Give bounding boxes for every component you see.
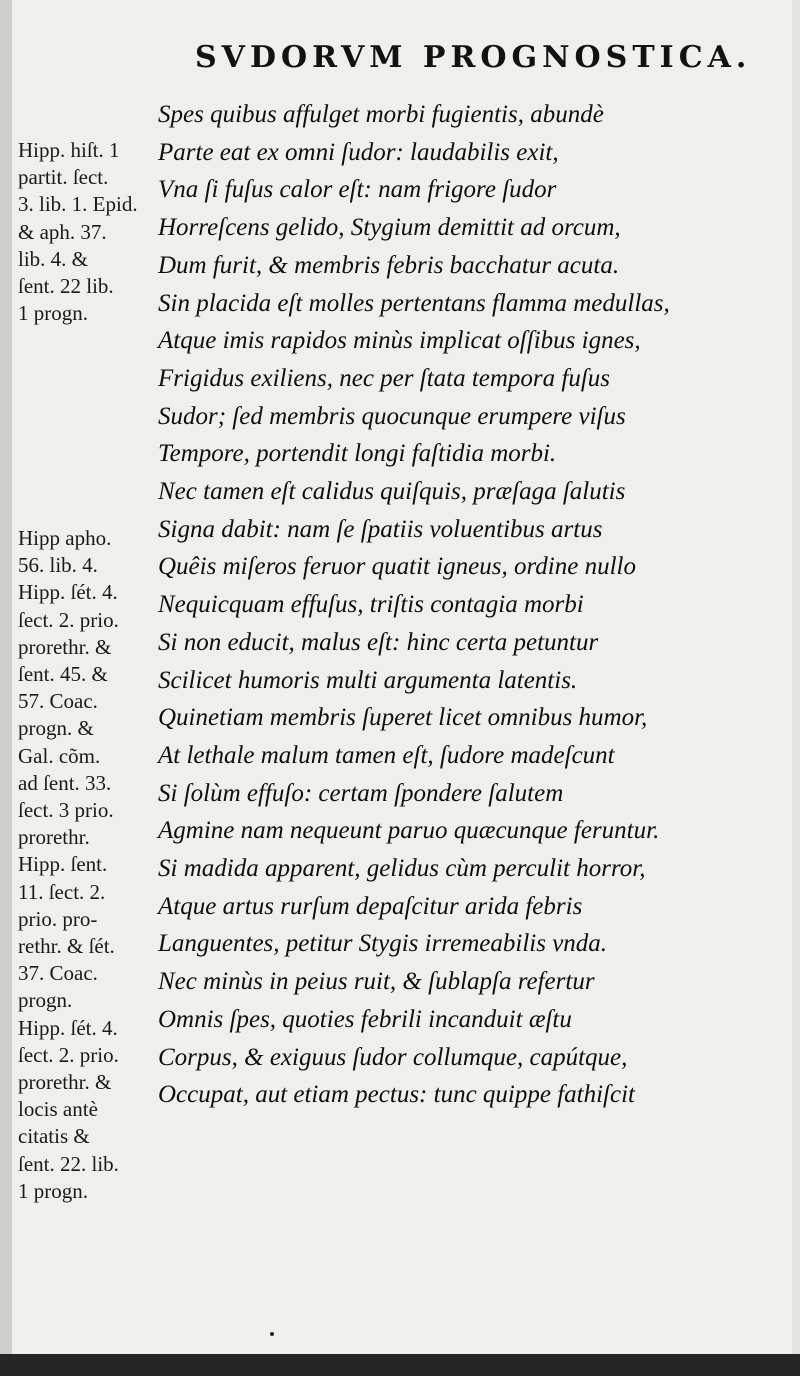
verse-line: Languentes, petitur Stygis irremeabilis vnda. <box>158 930 608 958</box>
verse-line: Frigidus exiliens, nec per ſtata tempora fuſus <box>158 364 611 392</box>
margin-note-line: 37. Coac. <box>18 961 98 986</box>
ink-dot <box>270 1332 274 1336</box>
margin-note-line: Hipp apho. <box>18 526 112 550</box>
verse-line: Agmine nam nequeunt paruo quæcunque feruntur. <box>158 817 660 845</box>
margin-note-line: progn. <box>18 988 73 1013</box>
verse-line: Si madida apparent, gelidus cùm perculit horror, <box>158 855 646 883</box>
margin-note-line: 3. lib. 1. Epid. <box>18 192 138 217</box>
verse-line: Horreſcens gelido, Stygium demittit ad orcum, <box>158 214 621 242</box>
margin-note-line: ſect. 2. prio. <box>18 1042 119 1067</box>
verse-line: Parte eat ex omni ſudor: laudabilis exit, <box>158 138 559 166</box>
margin-note-line: prorethr. & <box>18 634 112 659</box>
margin-note-line: 1 progn. <box>18 301 88 326</box>
verse-line: Signa dabit: nam ſe ſpatiis voluentibus artus <box>158 515 603 543</box>
margin-note-line: 11. ſect. 2. <box>18 879 106 904</box>
margin-note-line: citatis & <box>18 1124 90 1149</box>
margin-note-line: prorethr. & <box>18 1070 112 1095</box>
margin-note-line: 56. lib. 4. <box>18 553 98 578</box>
verse-line: Atque imis rapidos minùs implicat oſſibus ignes, <box>158 327 641 355</box>
margin-notes <box>18 137 158 1203</box>
verse-line: Sin placida eſt molles pertentans flamma medullas, <box>158 289 670 317</box>
margin-note-line: Hipp. ſét. 4. <box>18 1015 118 1040</box>
verse-line: Nec minùs in peius ruit, & ſublapſa refertur <box>158 968 595 996</box>
verse-line: Nec tamen eſt calidus quiſquis, præſaga ſalutis <box>158 478 626 506</box>
page-gutter-edge <box>0 0 12 1376</box>
margin-note-line: Gal. cõm. <box>18 743 101 768</box>
margin-note-line: & aph. 37. <box>18 219 107 244</box>
running-title: SVDORVM PROGNOSTICA. <box>195 40 752 75</box>
verse-line: Quinetiam membris ſuperet licet omnibus humor, <box>158 704 648 732</box>
margin-note-2 <box>18 525 119 1205</box>
scan-bottom-shadow <box>0 1354 800 1376</box>
margin-note-line: ſect. 2. prio. <box>18 607 119 632</box>
margin-note-line: ſent. 45. & <box>18 662 108 687</box>
margin-note-line: lib. 4. & <box>18 246 89 271</box>
margin-note-line: ſent. 22 lib. <box>18 274 114 299</box>
margin-note-line: Hipp. hiſt. 1 <box>18 138 120 162</box>
verse-line: Corpus, & exiguus ſudor collumque, capútque, <box>158 1043 628 1071</box>
margin-note-line: ad ſent. 33. <box>18 770 112 795</box>
margin-note-line: ſect. 3 prio. <box>18 798 114 823</box>
margin-note-line: Hipp. ſent. <box>18 852 108 877</box>
verse-line: Tempore, portendit longi faſtidia morbi. <box>158 440 557 468</box>
verse-line: Vna ſi fuſus calor eſt: nam frigore ſudor <box>158 176 557 204</box>
margin-note-line: 1 progn. <box>18 1178 88 1203</box>
margin-note-line: 57. Coac. <box>18 689 98 714</box>
verse-line: Sudor; ſed membris quocunque erumpere viſus <box>158 402 626 430</box>
verse-line: Nequicquam effuſus, triſtis contagia morbi <box>158 591 584 619</box>
margin-note-line: locis antè <box>18 1097 98 1122</box>
verse-line: Dum furit, & membris febris bacchatur acuta. <box>158 251 620 279</box>
margin-note-line: progn. & <box>18 716 94 741</box>
verse-line: Scilicet humoris multi argumenta latentis. <box>158 666 578 694</box>
verse-line: Spes quibus affulget morbi fugientis, abundè <box>158 101 604 128</box>
verse-text <box>158 96 790 1114</box>
page-right-edge <box>792 0 800 1376</box>
verse-line: Occupat, aut etiam pectus: tunc quippe fathiſcit <box>158 1081 635 1109</box>
margin-note-line: prio. pro- <box>18 906 98 931</box>
margin-note-1 <box>18 137 158 327</box>
verse-line: Atque artus rurſum depaſcitur arida febris <box>158 892 583 920</box>
verse-line: At lethale malum tamen eſt, ſudore madeſcunt <box>158 741 615 769</box>
margin-note-line: rethr. & ſét. <box>18 934 115 959</box>
margin-note-line: Hipp. ſét. 4. <box>18 580 118 605</box>
verse-line: Omnis ſpes, quoties febrili incanduit æſtu <box>158 1005 572 1033</box>
verse-line: Si ſolùm effuſo: certam ſpondere ſalutem <box>158 779 564 807</box>
margin-note-line: ſent. 22. lib. <box>18 1151 119 1176</box>
margin-note-line: prorethr. <box>18 825 90 850</box>
verse-line: Quêis miſeros feruor quatit igneus, ordine nullo <box>158 553 636 581</box>
margin-note-line: partit. ſect. <box>18 165 109 190</box>
verse-line: Si non educit, malus eſt: hinc certa petuntur <box>158 628 599 656</box>
